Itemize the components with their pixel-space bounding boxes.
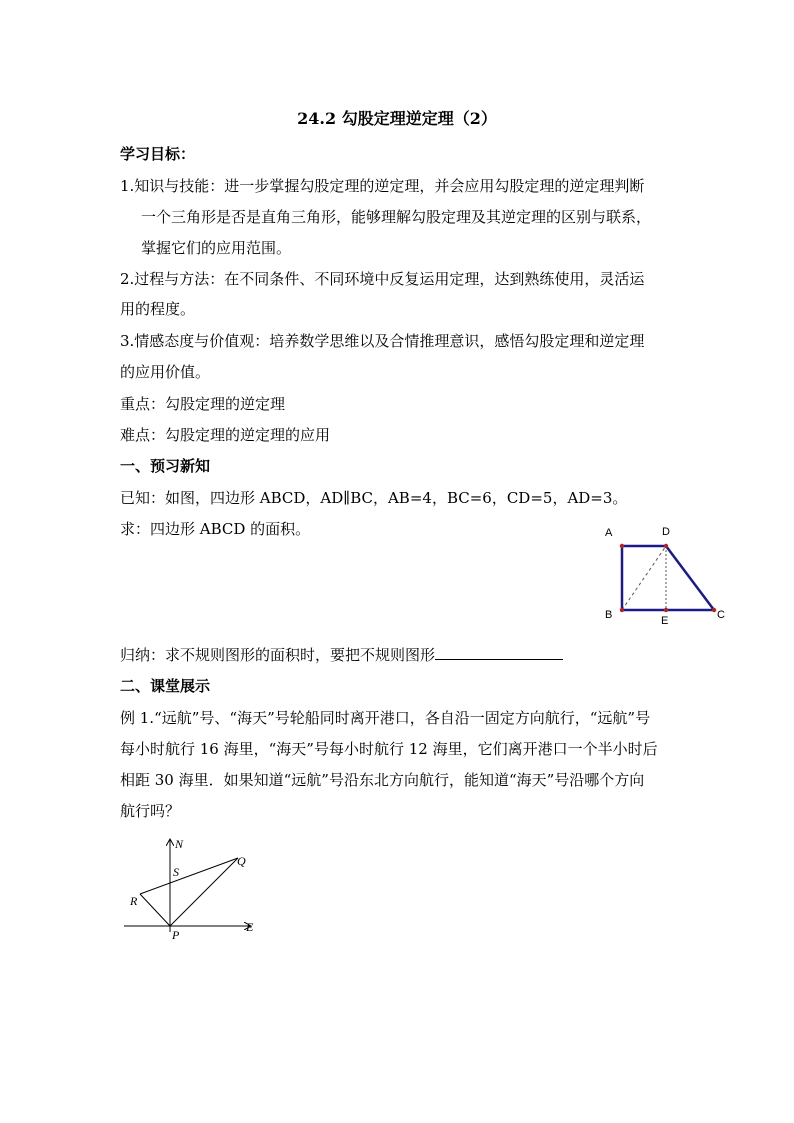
point-b (620, 608, 624, 612)
navigation-figure (118, 832, 268, 942)
point-e (664, 608, 668, 612)
segment-pr (140, 894, 170, 926)
label-e: E (661, 615, 669, 627)
label-r: R (130, 894, 138, 908)
label-e-axis: E (246, 920, 254, 934)
difficulty: 难点：勾股定理的逆定理的应用 (120, 426, 331, 444)
diagonal-bd (622, 546, 666, 610)
summary-statement (120, 645, 563, 665)
objective-1-line-3: 掌握它们的应用范围。 (141, 239, 292, 257)
objective-3-line-2: 的应用价值。 (120, 363, 211, 381)
given-statement: 已知：如图，四边形 ABCD，AD∥BC，AB=4，BC=6，CD=5，AD=3。 (120, 489, 628, 507)
label-a: A (605, 527, 613, 539)
objective-1-line-1: 1.知识与技能：进一步掌握勾股定理的逆定理，并会应用勾股定理的逆定理判断 (120, 177, 645, 195)
objectives-heading: 学习目标： (120, 145, 196, 163)
point-d (664, 544, 668, 548)
answer-blank[interactable] (435, 645, 563, 660)
segment-pq (170, 858, 238, 926)
trapezoid-figure (596, 520, 736, 628)
label-c: C (717, 609, 725, 621)
quadrilateral-abcd (622, 546, 714, 610)
example-line-4: 航行吗？ (120, 802, 181, 820)
label-s: S (173, 865, 179, 879)
point-a (620, 544, 624, 548)
objective-2-line-1: 2.过程与方法：在不同条件、不同环境中反复运用定理，达到熟练使用，灵活运 (120, 270, 645, 288)
example-line-3: 相距 30 海里．如果知道“远航”号沿东北方向航行，能知道“海天”号沿哪个方向 (120, 771, 645, 789)
label-d: D (662, 526, 670, 538)
label-b: B (605, 609, 613, 621)
label-q: Q (237, 854, 246, 868)
key-point: 重点：勾股定理的逆定理 (120, 395, 286, 413)
point-c (712, 608, 716, 612)
question-statement: 求：四边形 ABCD 的面积。 (120, 520, 311, 538)
section-2-heading: 二、课堂展示 (120, 677, 211, 695)
segment-rq (140, 858, 238, 894)
example-line-1: 例 1.“远航”号、“海天”号轮船同时离开港口，各自沿一固定方向航行，“远航”号 (120, 709, 651, 727)
example-line-2: 每小时航行 16 海里，“海天”号每小时航行 12 海里，它们离开港口一个半小时后 (120, 740, 658, 758)
page-title: 24.2 勾股定理逆定理（2） (297, 109, 497, 128)
label-n: N (175, 837, 184, 851)
section-1-heading: 一、预习新知 (120, 457, 211, 475)
objective-2-line-2: 用的程度。 (120, 300, 196, 318)
label-p: P (172, 928, 180, 942)
objective-1-line-2: 一个三角形是否是直角三角形，能够理解勾股定理及其逆定理的区别与联系， (141, 208, 652, 226)
objective-3-line-1: 3.情感态度与价值观：培养数学思维以及合情推理意识，感悟勾股定理和逆定理 (120, 332, 645, 350)
summary-text: 归纳：求不规则图形的面积时，要把不规则图形 (120, 646, 436, 664)
